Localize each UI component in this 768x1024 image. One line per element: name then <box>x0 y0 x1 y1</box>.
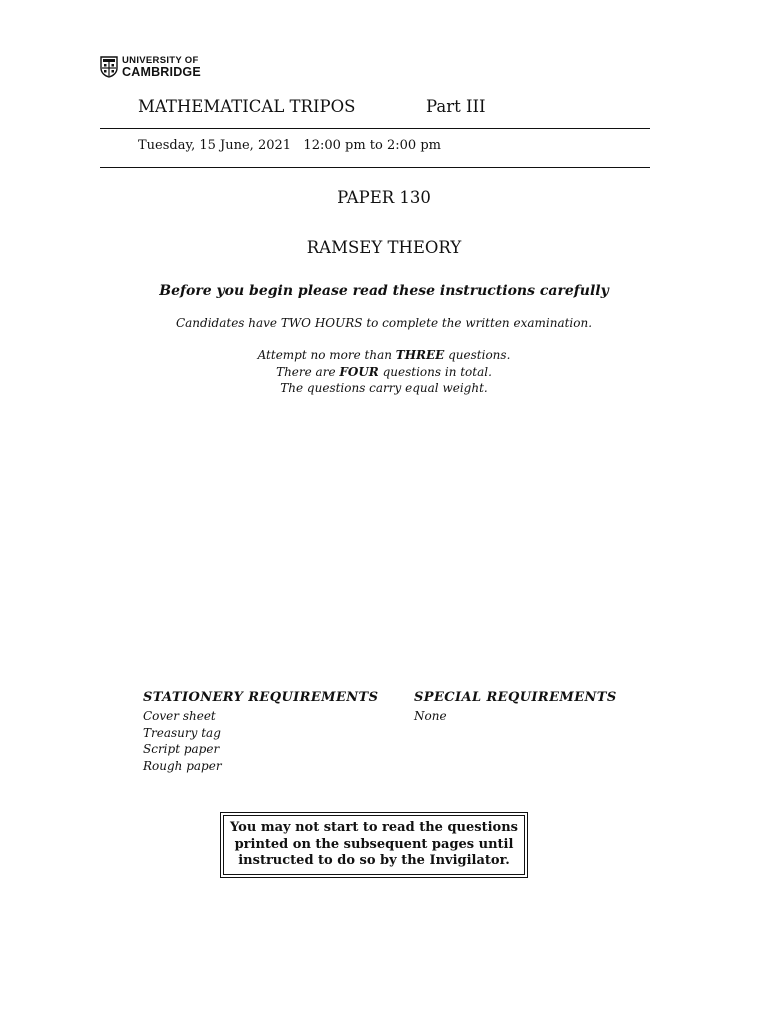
exam-part: Part III <box>426 97 486 116</box>
instructions-line-total <box>0 364 768 381</box>
exam-datetime: Tuesday, 15 June, 2021 12:00 pm to 2:00 pm <box>138 138 441 153</box>
stationery-requirements-heading: STATIONERY REQUIREMENTS <box>143 690 379 705</box>
attempt-suffix: questions. <box>444 348 511 362</box>
total-count: FOUR <box>339 364 379 379</box>
instructions-heading: Before you begin please read these instructions carefully <box>159 283 609 299</box>
invigilator-notice-text <box>223 815 525 875</box>
stationery-item: Script paper <box>143 742 220 756</box>
notice-line: You may not start to read the questions <box>230 820 518 836</box>
university-crest-icon <box>100 56 118 78</box>
stationery-item: Rough paper <box>143 758 222 773</box>
header-rule-bottom <box>100 167 650 168</box>
logo-line-cambridge: CAMBRIDGE <box>122 64 201 79</box>
notice-line: printed on the subsequent pages until <box>234 836 514 852</box>
logo-line-university: UNIVERSITY OF <box>122 55 199 66</box>
stationery-item: Cover sheet <box>143 709 216 723</box>
paper-number: PAPER 130 <box>337 188 431 207</box>
stationery-item: Treasury tag <box>143 725 221 740</box>
special-item: None <box>414 709 447 723</box>
instructions-line-weight: The questions carry equal weight. <box>280 381 488 395</box>
invigilator-notice-box <box>220 812 528 878</box>
university-logo <box>100 56 201 78</box>
stationery-requirements-list <box>143 708 222 774</box>
paper-title: RAMSEY THEORY <box>306 238 462 257</box>
header-rule-top <box>100 128 650 129</box>
total-suffix: questions in total. <box>378 364 492 379</box>
notice-line: instructed to do so by the Invigilator. <box>238 853 510 869</box>
total-prefix: There are <box>276 364 340 379</box>
attempt-prefix: Attempt no more than <box>257 348 396 362</box>
instructions-line-attempt <box>0 347 768 364</box>
special-requirements-list <box>414 708 447 725</box>
attempt-count: THREE <box>395 348 445 362</box>
special-requirements-heading: SPECIAL REQUIREMENTS <box>414 690 617 705</box>
exam-title: MATHEMATICAL TRIPOS <box>138 97 356 116</box>
instructions-time-note: Candidates have TWO HOURS to complete the written examination. <box>175 316 593 330</box>
instructions-list <box>0 347 768 397</box>
